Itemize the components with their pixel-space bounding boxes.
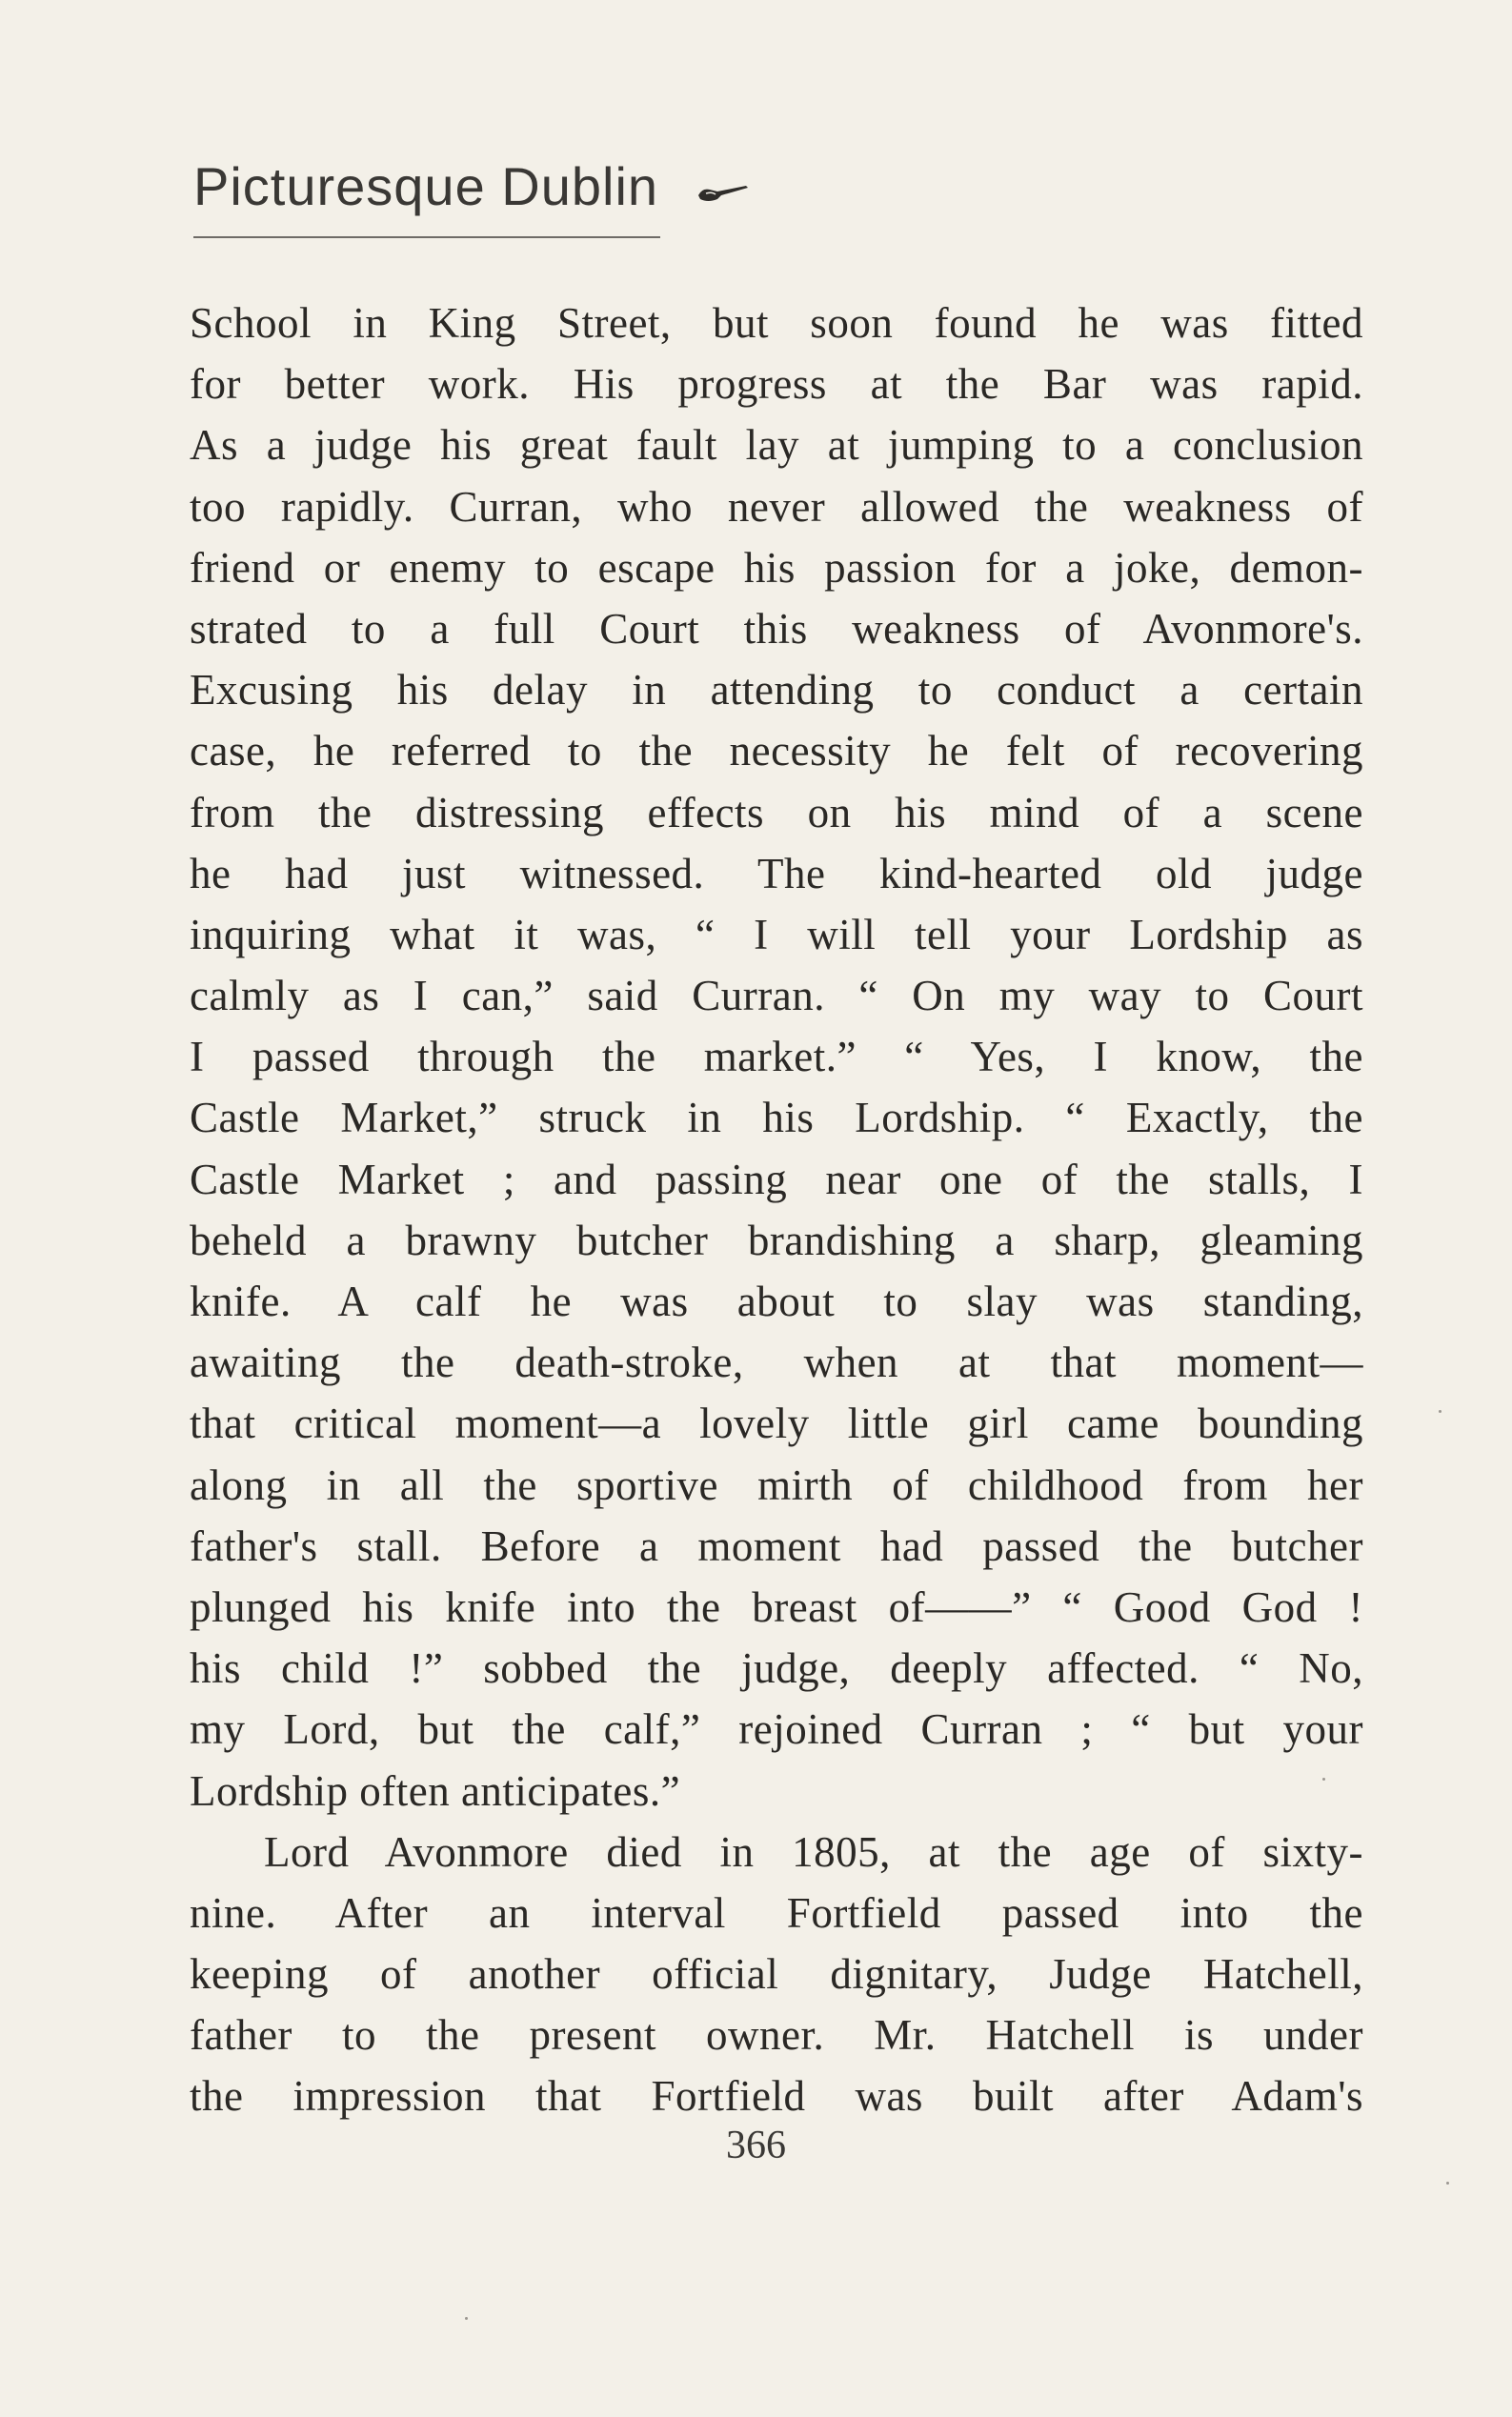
paper-speck: [465, 2317, 468, 2320]
page-number: 366: [726, 2124, 786, 2167]
text-line: my Lord, but the calf,” rejoined Curran ; “ but your: [190, 1705, 1363, 1754]
text-line: Castle Market ; and passing near one of the stalls, I: [190, 1155, 1363, 1203]
running-head-title: Picturesque Dublin: [193, 156, 659, 216]
text-line: beheld a brawny butcher brandishing a sharp, gleaming: [190, 1216, 1363, 1264]
text-line: nine. After an interval Fortfield passed into the: [190, 1888, 1363, 1937]
text-line: his child !” sobbed the judge, deeply affected. “ No,: [190, 1644, 1363, 1693]
text-line: School in King Street, but soon found he was fitted: [190, 299, 1363, 347]
running-head-rule: [193, 236, 660, 238]
text-line: from the distressing effects on his mind of a scene: [190, 788, 1363, 836]
text-line: father to the present owner. Mr. Hatchell is under: [190, 2011, 1363, 2060]
text-line: he had just witnessed. The kind-hearted old judge: [190, 849, 1363, 897]
running-head: [193, 156, 750, 216]
text-line: that critical moment—a lovely little girl came bounding: [190, 1400, 1363, 1448]
body-text: [190, 292, 1363, 2127]
paper-speck: [1439, 1410, 1441, 1413]
paper-speck: [1446, 2182, 1449, 2185]
text-line: the impression that Fortfield was built after Adam's: [190, 2072, 1363, 2121]
text-line: awaiting the death-stroke, when at that moment—: [190, 1339, 1363, 1387]
text-line: friend or enemy to escape his passion for a joke, demon-: [190, 543, 1363, 592]
text-line: As a judge his great fault lay at jumping to a conclusion: [190, 421, 1363, 470]
text-line: plunged his knife into the breast of——” “ Good God !: [190, 1582, 1363, 1631]
text-line: case, he referred to the necessity he felt of recovering: [190, 727, 1363, 775]
text-line: inquiring what it was, “ I will tell your Lordship as: [190, 910, 1363, 958]
text-line: for better work. His progress at the Bar was rapid.: [190, 360, 1363, 409]
text-line: knife. A calf he was about to slay was standing,: [190, 1278, 1363, 1325]
text-line: strated to a full Court this weakness of Avonmore's.: [190, 604, 1363, 653]
text-line: keeping of another official dignitary, Judge Hatchell,: [190, 1950, 1363, 1999]
text-line: too rapidly. Curran, who never allowed the weakness of: [190, 482, 1363, 531]
text-line: calmly as I can,” said Curran. “ On my way to Court: [190, 972, 1363, 1020]
text-line: Lordship often anticipates.”: [190, 1766, 681, 1815]
text-line: Lord Avonmore died in 1805, at the age of sixty-: [264, 1827, 1363, 1876]
pointing-hand-icon: [696, 182, 750, 205]
text-line: I passed through the market.” “ Yes, I know, the: [190, 1033, 1363, 1081]
text-line: along in all the sportive mirth of childhood from her: [190, 1460, 1363, 1509]
text-line: father's stall. Before a moment had passed the butcher: [190, 1521, 1363, 1570]
text-line: Castle Market,” struck in his Lordship. “ Exactly, the: [190, 1094, 1363, 1142]
paper-speck: [1322, 1778, 1325, 1781]
text-line: Excusing his delay in attending to conduct a certain: [190, 666, 1363, 715]
